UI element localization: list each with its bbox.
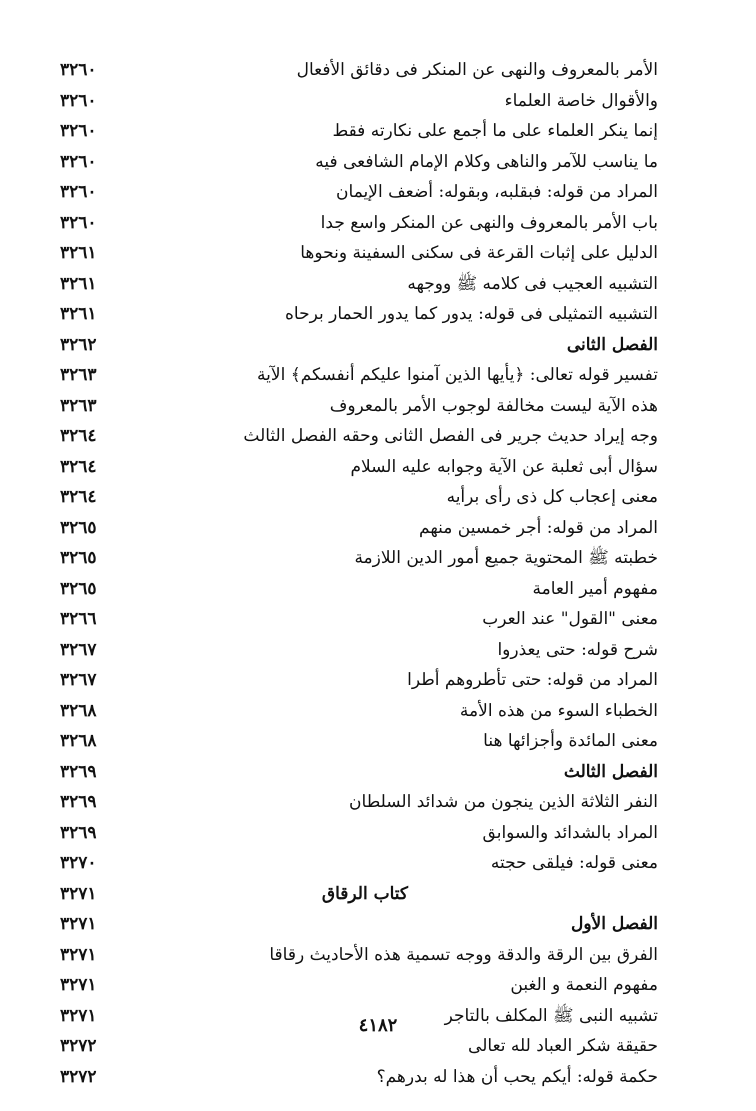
entry-page-number: ٣٢٧١ <box>60 914 97 934</box>
toc-entry <box>60 513 658 544</box>
toc-entry <box>60 86 658 117</box>
toc-entry <box>60 482 658 513</box>
toc-entry <box>60 269 658 300</box>
entry-title: مفهوم النعمة و الغبن <box>510 975 658 995</box>
toc-entry <box>60 787 658 818</box>
entry-page-number: ٣٢٦٥ <box>60 578 97 599</box>
entry-title: التشبيه العجيب فى كلامه ﷺ ووجهه <box>407 273 658 294</box>
toc-entry <box>60 696 658 727</box>
toc-entry <box>60 238 658 269</box>
toc-entry <box>60 940 658 971</box>
entry-page-number: ٣٢٦٤ <box>60 487 97 507</box>
section-heading: الفصل الثالث <box>563 761 658 782</box>
entry-title: إنما ينكر العلماء على ما أجمع على نكارته فقط <box>332 121 658 141</box>
toc-entry <box>60 757 658 788</box>
entry-title: حقيقة شكر العباد لله تعالى <box>468 1036 658 1056</box>
toc-entry <box>60 848 658 879</box>
entry-title: المراد من قوله: فبقلبه، وبقوله: أضعف الإيمان <box>336 182 658 202</box>
toc-entry <box>60 391 658 422</box>
toc-entry <box>60 452 658 483</box>
entry-page-number: ٣٢٦٧ <box>60 639 97 660</box>
entry-page-number: ٣٢٧٠ <box>60 853 97 873</box>
toc-entry <box>60 909 658 940</box>
entry-page-number: ٣٢٧١ <box>60 975 97 995</box>
entry-page-number: ٣٢٦٢ <box>60 334 97 355</box>
entry-page-number: ٣٢٦٦ <box>60 609 97 629</box>
page-number: ٤١٨٢ <box>358 1015 398 1036</box>
toc-entry <box>60 147 658 178</box>
toc-entry <box>60 177 658 208</box>
entry-title: النفر الثلاثة الذين ينجون من شدائد السلطان <box>349 792 658 812</box>
toc-entry <box>60 1062 658 1093</box>
entry-page-number: ٣٢٦٨ <box>60 700 97 721</box>
toc-entry <box>60 818 658 849</box>
entry-page-number: ٣٢٦٨ <box>60 731 97 751</box>
entry-title: تفسير قوله تعالى: ﴿يأيها الذين آمنوا عليكم أنفسكم﴾ الآية <box>257 365 658 385</box>
entry-title: وجه إيراد حديث جرير فى الفصل الثانى وحقه الفصل الثالث <box>243 426 658 446</box>
toc-entry <box>60 665 658 696</box>
entry-title: هذه الآية ليست مخالفة لوجوب الأمر بالمعروف <box>329 395 658 416</box>
entry-page-number: ٣٢٧١ <box>60 1005 97 1026</box>
entry-page-number: ٣٢٦١ <box>60 273 97 294</box>
entry-title: والأقوال خاصة العلماء <box>504 90 658 111</box>
toc-entry <box>60 330 658 361</box>
entry-page-number: ٣٢٦٠ <box>60 121 97 141</box>
toc-entry <box>60 604 658 635</box>
section-heading: كتاب الرقاق <box>321 883 408 904</box>
entry-title: باب الأمر بالمعروف والنهى عن المنكر واسع جدا <box>320 212 658 233</box>
entry-page-number: ٣٢٦٩ <box>60 761 97 782</box>
entry-page-number: ٣٢٦٩ <box>60 792 97 812</box>
toc-entry <box>60 635 658 666</box>
section-heading: الفصل الثانى <box>566 334 658 355</box>
entry-title: معنى المائدة وأجزائها هنا <box>483 731 658 751</box>
entry-page-number: ٣٢٦٠ <box>60 60 97 80</box>
entry-title: الخطباء السوء من هذه الأمة <box>459 700 658 721</box>
table-of-contents <box>60 55 658 1092</box>
entry-title: مفهوم أمير العامة <box>532 578 658 599</box>
entry-title: الفرق بين الرقة والدقة ووجه تسمية هذه الأحاديث رقاقا <box>269 944 658 965</box>
entry-page-number: ٣٢٧١ <box>60 883 97 904</box>
entry-page-number: ٣٢٧٢ <box>60 1066 97 1087</box>
entry-title: خطبته ﷺ المحتوية جميع أمور الدين اللازمة <box>354 548 658 568</box>
entry-page-number: ٣٢٦٥ <box>60 517 97 538</box>
entry-page-number: ٣٢٦١ <box>60 304 97 324</box>
toc-entry <box>60 421 658 452</box>
entry-title: المراد من قوله: أجر خمسين منهم <box>419 517 658 538</box>
toc-entry <box>60 726 658 757</box>
entry-title: شرح قوله: حتى يعذروا <box>497 639 658 660</box>
entry-page-number: ٣٢٦٤ <box>60 456 97 477</box>
toc-entry <box>60 116 658 147</box>
entry-page-number: ٣٢٦٣ <box>60 395 97 416</box>
toc-entry <box>60 55 658 86</box>
entry-page-number: ٣٢٦٣ <box>60 365 97 385</box>
toc-entry <box>60 360 658 391</box>
entry-title: معنى "القول" عند العرب <box>482 609 658 629</box>
entry-title: التشبيه التمثيلى فى قوله: يدور كما يدور الحمار برحاه <box>285 304 658 324</box>
entry-page-number: ٣٢٦٠ <box>60 182 97 202</box>
entry-title: معنى قوله: فيلقى حجته <box>490 853 658 873</box>
entry-title: الأمر بالمعروف والنهى عن المنكر فى دقائق الأفعال <box>296 60 658 80</box>
entry-title: الدليل على إثبات القرعة فى سكنى السفينة ونحوها <box>300 243 658 263</box>
entry-page-number: ٣٢٦٧ <box>60 670 97 690</box>
toc-entry <box>60 574 658 605</box>
section-heading: الفصل الأول <box>570 914 658 934</box>
entry-title: المراد من قوله: حتى تأطروهم أطرا <box>407 670 658 690</box>
toc-entry <box>60 970 658 1001</box>
entry-page-number: ٣٢٦٩ <box>60 822 97 843</box>
entry-page-number: ٣٢٦٠ <box>60 151 97 172</box>
entry-page-number: ٣٢٦٤ <box>60 426 97 446</box>
toc-entry <box>60 543 658 574</box>
entry-title: ما يناسب للآمر والناهى وكلام الإمام الشافعى فيه <box>315 151 658 172</box>
toc-entry <box>60 299 658 330</box>
entry-title: معنى إعجاب كل ذى رأى برأيه <box>446 487 658 507</box>
entry-page-number: ٣٢٦١ <box>60 243 97 263</box>
entry-title: سؤال أبى ثعلبة عن الآية وجوابه عليه السلام <box>350 456 658 477</box>
entry-page-number: ٣٢٧٢ <box>60 1036 97 1056</box>
entry-page-number: ٣٢٦٠ <box>60 90 97 111</box>
toc-entry <box>60 879 658 910</box>
entry-page-number: ٣٢٦٠ <box>60 212 97 233</box>
entry-page-number: ٣٢٦٥ <box>60 548 97 568</box>
toc-entry <box>60 208 658 239</box>
entry-title: حكمة قوله: أيكم يحب أن هذا له بدرهم؟ <box>376 1066 658 1087</box>
entry-title: المراد بالشدائد والسوابق <box>482 822 658 843</box>
entry-title: تشبيه النبى ﷺ المكلف بالتاجر <box>444 1005 658 1026</box>
entry-page-number: ٣٢٧١ <box>60 944 97 965</box>
